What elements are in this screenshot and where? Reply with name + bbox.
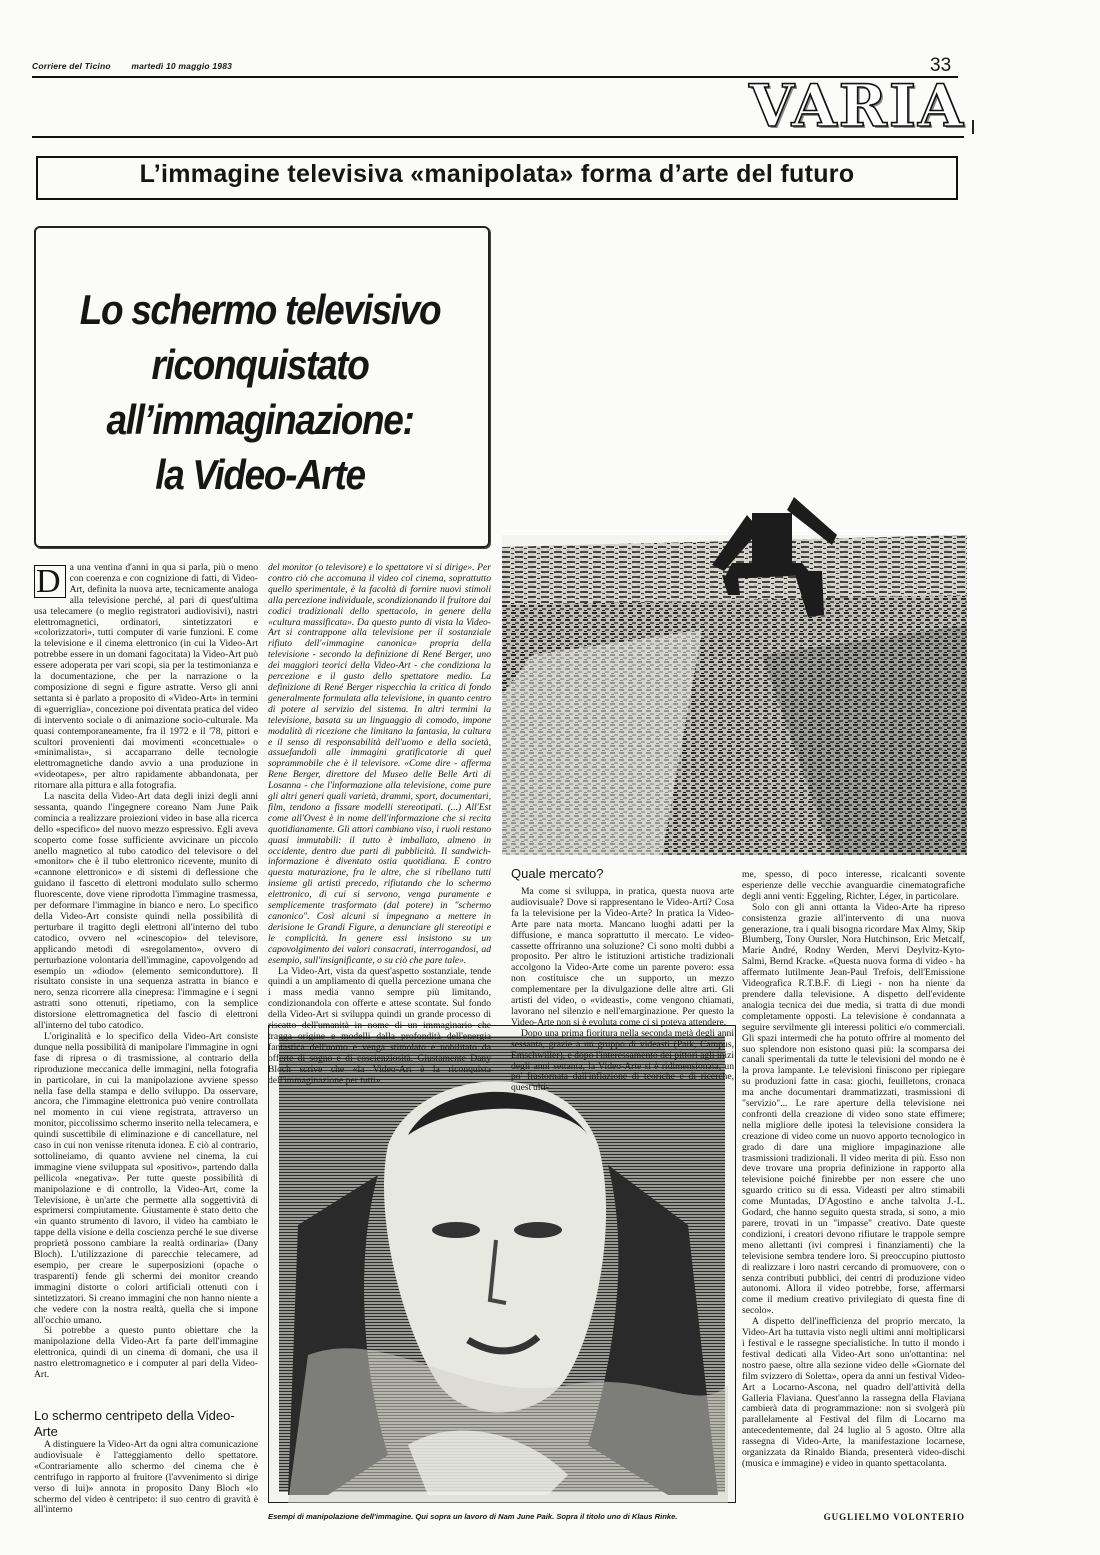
photo-caption: Esempi di manipolazione dell'immagine. Qui sopra un lavoro di Nam June Paik. Sopra il titolo uno di Klaus Rinke. (268, 1512, 678, 1521)
feature-title (66, 282, 453, 502)
newspaper-name: Corriere del Ticino (32, 61, 111, 71)
paragraph: me, spesso, di poco interesse, ricalcanti sovente esperienze delle vecchie avanguardie cinematografiche degli anni venti: Eggeling, Richter, Léger, in particolare. (742, 869, 965, 902)
paragraph: A distinguere la Video-Art da ogni altra comunicazione audiovisuale è l'atteggiamento dello spettatore. «Contrariamente allo schermo del cinema che è centrifugo in rapporto al fruitore (l'avvenimento si dirige verso di lui)» annota in proposito Dany Bloch «lo schermo del video è centripeto: il suo centro di gravità è all'interno (34, 1439, 258, 1516)
page-number: 33 (930, 55, 952, 76)
article-column-4 (742, 870, 965, 1492)
article-column-3 (511, 887, 734, 1117)
paragraph: A dispetto dell'inefficienza del proprio mercato, la Video-Art ha tuttavia visto negli ultimi anni moltiplicarsi i festival e le rassegne specialistiche. In tutto il mondo i festival dedicati alla Video-Art sono un'ottantina: nel nostro paese, oltre alla sezione video delle «Giornate del film svizzero di Soletta», opera da anni un festival Video-Art a Locarno-Ascona, nel quadro dell'attività della Galleria Flaviana. Quest'anno la rassegna della Flaviana cambierà data di programmazione: non si svolgerà più parallelamente al Festival del film di Locarno ma antecedentemente, dal 24 luglio al 5 agosto. Oltre alla rassegna di Video-Arte, la manifestazione locarnese, organizzata da Rinaldo Bianda, presenterà video-dischi (musica e immagine) e video in quanto spettacolanta. (742, 1316, 965, 1469)
feature-title-line: all’immaginazione: (106, 396, 414, 443)
subheading-mercato: Quale mercato? (511, 866, 604, 881)
section-rule (32, 136, 964, 138)
byline: GUGLIELMO VOLONTERIO (823, 1512, 965, 1522)
article-column-1 (34, 562, 258, 1381)
article-column-2 (268, 562, 491, 1086)
paragraph: Dopo una prima fioritura nella seconda metà degli anni sessanta, grazie a un gruppo di videasti (Paik, Campus, Emschwiller), e dopo l'interessamento dei pittori agli inizi degli anni settanta, la Video-Arte si è ridimensionata, un po' frastornata dall'inflazione di teoriche e di ricerche, quest'ulti- (511, 1027, 734, 1094)
paragraph: a una ventina d'anni in qua si parla, più o meno con coerenza e con cognizione di fatti, di Video-Art, definita la nuova arte, tecnicamente analoga alla televisione perché, al pari di quest'ultima usa telecamere (o meglio registratori audiovisivi), nastri elettromagnetici, ordinatori, sintetizzatori e «colorizzatori», tutti computer di varie funzioni. E come la televisione e il cinema elettronico (in cui la Video-Art potrebbe essere in un domani fagocitata) la Video-Art può essere adoperata per vari scopi, sia per la testimonianza e la documentazione, che per la narrazione o la composizione di segni e figure astratte. Verso gli anni settanta si è parlato a proposito di «Video-Art» in termini di «guerriglia», concezione poi diventata pratica del video di intervento sociale o di animazione socio-culturale. Ma quasi contemporaneamente, fra il 1972 e il '78, pittori e scultori provenienti dai movimenti «concettuale» o «minimalista», si accaparrano delle tecnologie elettromagnetiche dando avvio a una produzione in «videotapes», per altro rapidamente abbandonata, per ritornare alla pittura e alla fotografia. (34, 562, 258, 792)
paragraph: La Video-Art, vista da quest'aspetto sostanziale, tende quindi a un ampliamento di quella percezione umana che i mass media vanno sempre più limitando, condizionandola con offerte e attese scontate. Sul fondo della Video-Art si sviluppa quindi un grande processo di riscatto dell'umanità in nome di un immaginario che tragga origine e modelli dalla profondità dell'energia fantastica dell'uomo e venga stimolato e nobilitato da offerte di sogno e di coscienziosità. Giustamente Dany Bloch scrive che «la Video-Art è la riconquista dell'immaginazione per tutti». (268, 965, 491, 1086)
masthead-line (32, 61, 232, 71)
edge-mark (972, 120, 974, 134)
subheading-centripeto: Lo schermo centripeto della Video-Arte (34, 1408, 235, 1439)
article-column-1-continued (34, 1440, 258, 1518)
section-title: VARIA (749, 72, 965, 140)
feature-title-line: riconquistato (151, 341, 369, 388)
headline: L’immagine televisiva «manipolata» forma d’arte del futuro (139, 160, 855, 188)
feature-title-line: la Video-Arte (155, 451, 365, 498)
paragraph: La nascita della Video-Art data degli inizi degli anni sessanta, quando l'ingegnere coreano Nam June Paik comincia a realizzare proiezioni video in base alla ricerca dello «specifico» del nuovo mezzo espressivo. Egli aveva scoperto come fosse sufficiente avvicinare un piccolo anello magnetico al tubo catodico del televisore o del «monitor» che è il tubo elettronico ricevente, munito di «cannone elettronico» e di sistemi di deflessione che guidano il fascetto di elettroni modulato sullo schermo fluorescente, dove viene riprodotta l'immagine trasmessa, per deformare l'immagine in bianco e nero. Lo specifico della Video-Art consiste quindi nella possibilità di perturbare il tragitto degli elettroni all'interno del tubo catodico, ovvero nel «cinescopio» del televisore, applicando metodi di «sregolamento», ovvero di perturbazione volontaria dell'immagine, capovolgendo ad esempio un «diodo» (elemento semiconduttore). Il risultato consiste in una sequenza astratta in bianco e nero, senza ricorrere alla cinepresa: l'immagine e i segni astratti sono ottenuti, ripetiamo, con la semplice distorsione elettromagnetica del fascio di elettroni all'interno del tubo catodico. (34, 791, 258, 1032)
feature-title-line: Lo schermo televisivo (79, 286, 441, 333)
drop-cap: D (34, 565, 66, 598)
paragraph: Solo con gli anni ottanta la Video-Arte ha ripreso consistenza grazie all'intervento di una nuova generazione, tra i quali bisogna ricordare Max Almy, Skip Blumberg, Tony Oursler, Nora Hutchinson, Eric Metcalf, Marie André, Rodny Werden, Mervi Deylvitz-Kyto-Salmi, Bernd Kracke. «Questa nuova forma di video - ha affermato lutilmente Jean-Paul Trefois, dell'Emissione Videografica R.T.B.F. di Liegi - non ha niente da prendere dalla televisione. A dispetto dell'evidente analogia tecnica dei due media, si tratta di due mondi completamente opposti. La televisione è condannata a seguire servilmente gli interessi politici e/o commerciali. Gli spazi intermedi che ha potuto offrire al momento del suo splendore non esistono quasi più: la scomparsa dei canali sperimentali da tutte le televisioni del mondo ne è la prova lampante. Le televisioni finiscono per ripiegare su produzioni fatte in casa: giochi, feuilletons, cronaca ma anche documentari drammatizzati, trasmissioni di "servizio"... Le rare aperture della televisione nei confronti della creazione di video sono state effimere; nella migliore delle ipotesi la televisione considera la creazione di video come un nuovo apporto tecnologico in grado di dare una migliore impaginazione alle trasmissioni tradizionali. Il video merita di più. Esso non deve trovare una propria definizione in rapporto alla televisione poiché finirebbe per non essere che uno sguardo critico su di essa. Videasti per altro stimabili come Muntadas, D'Agostino e anche talvolta J.-L. Godard, che hanno seguito questa strada, si sono, a mio parere, trovati in un "impasse" creativo. Date queste condizioni, i creatori devono rifiutare le trappole sempre meno allettanti (ivi compresi i finanziamenti) che la televisione sembra tendere loro. Si preoccupino piuttosto di realizzare i loro nastri cercando di promuovere, con o senza contributi pubblici, dei centri di produzione video autonomi. Allora il video potrebbe, forse, affermarsi come il medium creativo privilegiato di questa fine di secolo». (742, 901, 965, 1317)
issue-date: martedì 10 maggio 1983 (131, 61, 233, 71)
paragraph: del monitor (o televisore) e lo spettatore vi si dirige». Per contro ciò che accomuna il video col cinema, soprattutto quello sperimentale, è la facoltà di fornire nuovi stimoli alla percezione individuale, scondizionando il fruitore dai codici tradizionali dello spettacolo, in genere della «cultura massificata». Da questo punto di vista la Video-Art si contrappone alla televisione per il sostanziale rifiuto dell'«immagine canonica» propria della televisione - secondo la definizione di René Berger, uno dei maggiori teorici della Video-Art - che condiziona la percezione e il gusto dello spettatore medio. La definizione di René Berger rispecchia la critica di fondo generalmente formulata alla televisione, in quanto centro di potere al servizio del sistema. In altri termini la televisione, basata su un linguaggio di comodo, impone modalità di ricezione che limitano la fantasia, la cultura e il senso di responsabilità dell'uomo e della società, assuefandoli alle immagini gratificatorie di quel soprammobile che è il televisore. «Come dire - afferma Rene Berger, direttore del Museo delle Belle Arti di Losanna - che l'informazione alla televisione, come pure gli altri generi quali varietà, drammi, sport, documentari, film, tendono a fissare modelli stereotipati. (...) All'Est come all'Ovest è in nome dell'informazione che si recita quotidianamente. Gli attori cambiano viso, i ruoli restano quasi immutabili: il tutto è imballato, almeno in occidente, dentro due parti di pubblicità. Il sandwich-informazione è diventato ostia quotidiana. E contro questa maturazione, fra le altre, che si ribellano tutti insieme gli artisti precedo, rifiutando che lo schermo elettronico, di cui si servono, venga puramente e semplicemente trasformato (dal potere) in "schermo canonico". Così alcuni si impegnano a mettere in derisione le Grandi Figure, a denunciare gli stereotipi e le complicità. In genere essi insistono su un capovolgimento dei valori consacrati, interrogandosi, ad esempio, sull'insignificante, o su ciò che pare tale». (268, 562, 491, 966)
paragraph: Si potrebbe a questo punto obiettare che la manipolazione della Video-Art fa parte dell'immagine elettronica, quindi di un cinema di domani, che usa il nastro elettromagnetico e i computer al pari della Video-Art. (34, 1325, 258, 1381)
dancer-photo (502, 535, 967, 855)
paragraph: L'originalità e lo specifico della Video-Art consiste dunque nella possibilità di manipolare l'immagine in ogni fase di ripresa o di trasmissione, al contrario della riproduzione meccanica delle immagini, nella fotografia in particolare, in cui la manipolazione avviene spesso nella fase della stampa e dello sviluppo. Da osservare, ancora, che l'immagine elettronica può venire controllata nel momento in cui viene registrata, attraverso un monitor, piccolissimo schermo inserito nella telecamera, e quindi suscettibile di eliminazione e di cancellature, nel caso in cui non venisse ritenuta idonea. E ciò al contrario, sottolineiamo, di quanto avviene nel cinema, la cui immagine viene sviluppata sul «positivo», partendo dalla pellicola «negativa». Per tutte queste possibilità di manipolazione e di controllo, la Video-Art, come la Televisione, è un'arte che permette alla soggettività di esprimersi compiutamente. Giustamente è stato detto che «in quanto strumento di lavoro, il video ha cambiato le tappe della visione e della coscienza perché le sue diverse proprietà possono cambiare la realtà ordinaria» (Dany Bloch). L'utilizzazione di parecchie telecamere, ad esempio, per creare le superposizioni (opache o trasparenti) fende gli schermi dei monitor creando immagini distorte o colori artificiali ottenuti con i sintetizzatori. Si creano immagini che non hanno niente a che vedere con la nostra realtà, quella che si impone all'occhio umano. (34, 1030, 258, 1326)
paragraph: Ma come si sviluppa, in pratica, questa nuova arte audiovisuale? Dove si rappresentano le Video-Arti? Cosa fa la televisione per la Video-Arte? In pratica la Video-Arte pare nata morta. Mancano luoghi adatti per la diffusione, e manca soprattutto il mercato. Le video-cassette offriranno una soluzione? Ci sono molti dubbi a proposito. Per altro le istituzioni artistiche tradizionali accolgono la Video-Arte come un parente povero: essa non costituisce che un supporto, un mezzo complementare per la divulgazione delle altre arti. Gli artisti del video, o «videasti», come vengono chiamati, lavorano nel silenzio e nell'emarginazione. Per questo la Video-Arte non si è evoluta come ci si poteva attendere. (511, 886, 734, 1028)
